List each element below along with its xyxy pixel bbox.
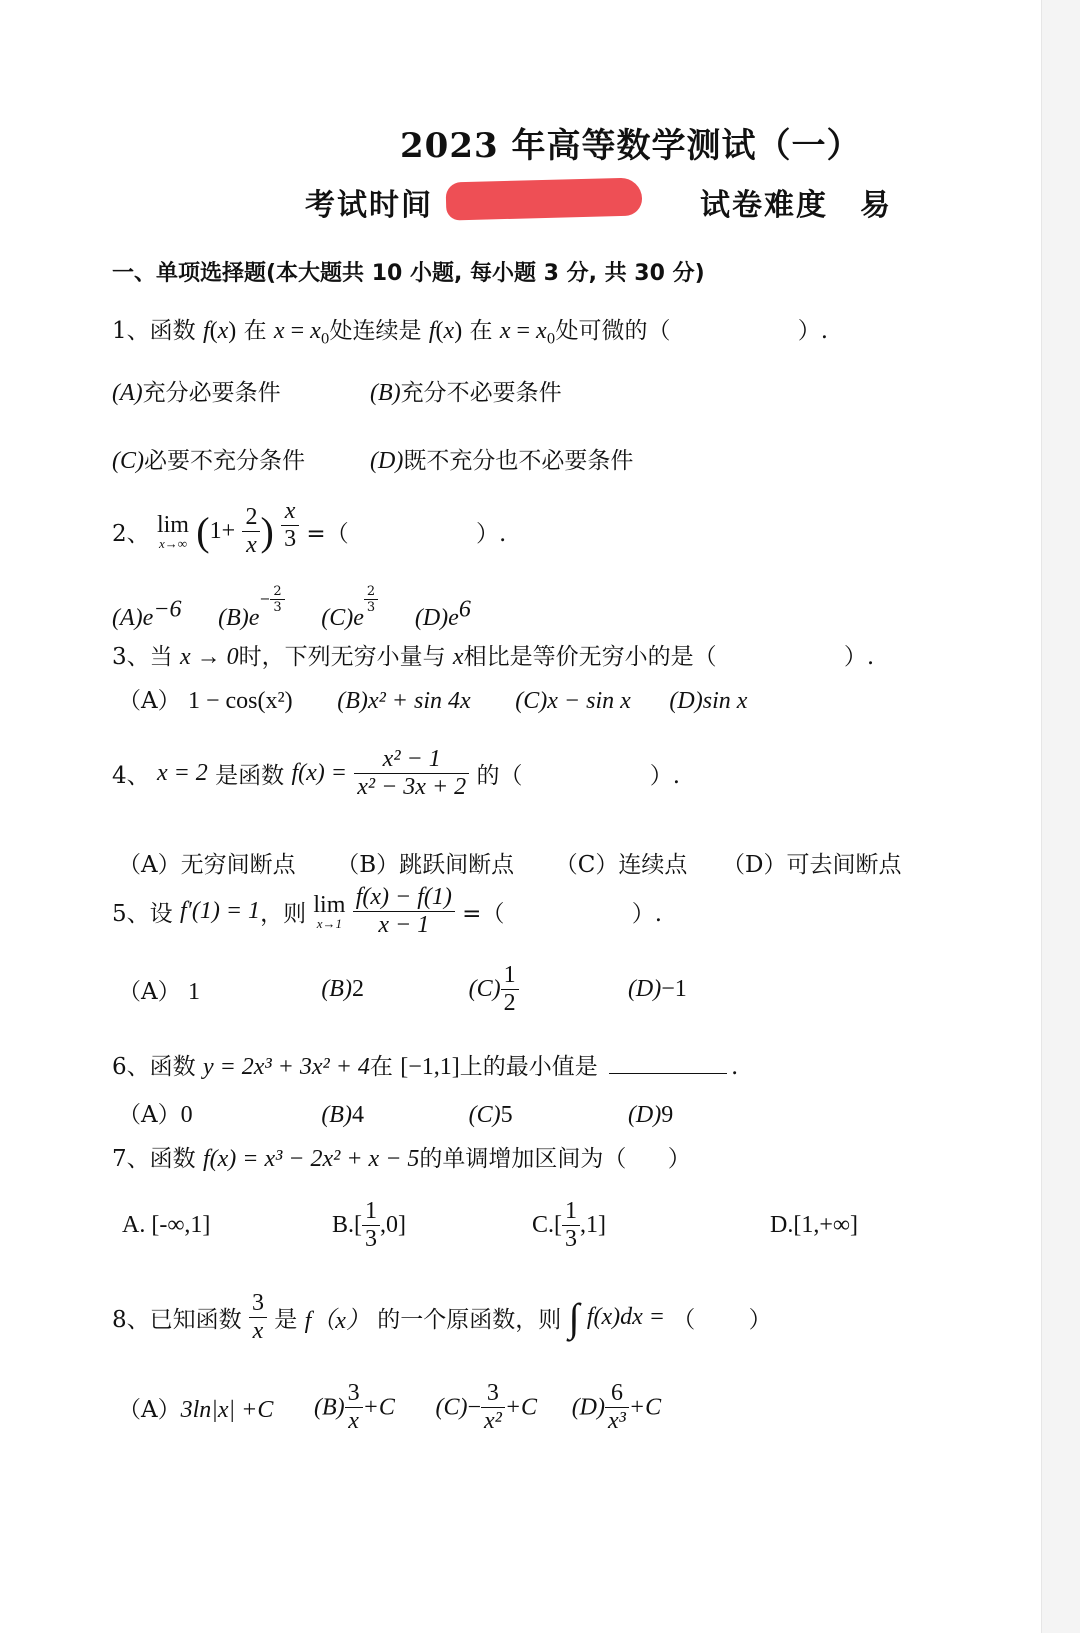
difficulty-label: 试卷难度 (700, 188, 828, 223)
question-7: 7、函数 f(x) = x³ − 2x² + x − 5的单调增加区间为（ ） (112, 1146, 691, 1172)
page-title: 2023 年高等数学测试（一） (400, 126, 862, 166)
q8-option-b[interactable]: (B) $\frac{3}{x}$ +C (313, 1380, 395, 1434)
q4-options (118, 846, 901, 879)
page-edge (1041, 0, 1080, 1633)
q7-option-c[interactable]: C.[ $\frac{1}{3}$ ,1] (532, 1198, 606, 1252)
q6-option-b[interactable]: (B)4 (321, 1102, 364, 1128)
q2-fraction: $\frac{2}{x}$ (242, 504, 260, 559)
question-5: 5、设 f′(1) = 1，则 lim x→1 $\frac{f(x) - f(1)}{x - 1}$ =（ ）. (112, 884, 663, 938)
question-4: 4、 x = 2 是函数 f(x) = $\frac{\text{x² − 1}}{\text{x² − 3x + 2}}$ 的（ ）. (112, 746, 681, 800)
q8-option-c[interactable]: (C)− $\frac{3}{\text{x²}}$ +C (435, 1380, 538, 1434)
q4-fraction: $\frac{\text{x² − 1}}{\text{x² − 3x + 2}}$ (354, 746, 469, 801)
q6-option-c[interactable]: (C)5 (468, 1102, 513, 1128)
question-2: 2、 lim x→∞ (1+ $\frac{2}{x}$ ) $\frac{x}{3}$ =（ ）. (112, 498, 507, 558)
section-heading: 一、单项选择题(本大题共 10 小题, 每小题 3 分, 共 30 分) (112, 261, 705, 286)
q8-fraction: $\frac{3}{x}$ (249, 1290, 267, 1345)
q5-option-a[interactable]: （A） 1 (118, 979, 200, 1005)
q4-option-d[interactable]: （D）可去间断点 (722, 852, 902, 878)
q8-options (118, 1380, 661, 1435)
q2-exponent: $\frac{x}{3}$ (281, 498, 299, 553)
q7-options (122, 1198, 858, 1253)
q8-option-a[interactable]: （A）3ln|x| +C (118, 1397, 274, 1423)
q3-option-a[interactable]: （A） 1 − cos(x²) (118, 688, 293, 714)
question-1: 1、函数 f(x) 在 $x = x_0$处连续是 f(x) 在 $x = x_0$处可微的（ ）. (112, 318, 829, 348)
q2-options (112, 584, 471, 632)
q6-options (118, 1096, 673, 1129)
q2-option-c[interactable]: (C)e $\frac{2}{3}$ (321, 605, 378, 631)
q3-option-b[interactable]: (B)x² + sin 4x (337, 688, 471, 714)
q3-option-c[interactable]: (C)x − sin x (515, 688, 631, 714)
q6-option-a[interactable]: （A）0 (118, 1102, 193, 1128)
q5-option-b[interactable]: (B)2 (321, 976, 364, 1002)
q1-option-c[interactable]: (C)必要不充分条件 (112, 448, 305, 474)
difficulty-value: 易 (860, 188, 892, 223)
q1-option-b[interactable]: (B)充分不必要条件 (370, 380, 562, 406)
q8-option-d[interactable]: (D) $\frac{6}{\text{x³}}$ +C (571, 1380, 662, 1434)
question-8: 8、已知函数 $\frac{3}{x}$ 是 f（x） 的一个原函数，则 ∫ f(x)dx = （ ） (112, 1290, 772, 1344)
q6-option-d[interactable]: (D)9 (627, 1102, 674, 1128)
q2-option-b[interactable]: (B)e− $\frac{2}{3}$ (218, 605, 285, 631)
exam-time-label: 考试时间 (305, 188, 433, 223)
q6-answer-blank[interactable] (609, 1073, 727, 1074)
q5-option-d[interactable]: (D)−1 (627, 976, 687, 1002)
redaction-mark (446, 177, 643, 220)
q4-option-b[interactable]: （B）跳跃间断点 (336, 852, 515, 878)
q2-option-a[interactable]: $(A)e^{-6}$ (112, 596, 182, 631)
q5-option-c[interactable]: (C) $\frac{1}{2}$ (469, 962, 621, 1017)
q2-option-d[interactable]: $(D)e^6$ (414, 596, 471, 631)
question-3: 3、当 x → 0时，下列无穷小量与 x相比是等价无穷小的是（ ）. (112, 644, 875, 670)
q3-options (118, 682, 747, 715)
question-6: 6、函数 y = 2x³ + 3x² + 4在 [−1,1]上的最小值是 . (112, 1054, 739, 1080)
q7-option-d[interactable]: D.[1,+∞] (770, 1212, 858, 1238)
q1-option-a[interactable]: (A)充分必要条件 (112, 380, 281, 406)
q7-option-a[interactable]: A. [-∞,1] (122, 1212, 211, 1238)
q3-option-d[interactable]: (D)sin x (669, 688, 748, 714)
q4-option-c[interactable]: （C）连续点 (554, 852, 688, 878)
q7-option-b[interactable]: B.[ $\frac{1}{3}$ ,0] (332, 1198, 406, 1252)
q5-options (118, 962, 687, 1017)
q1-option-d[interactable]: (D)既不充分也不必要条件 (370, 448, 634, 474)
q5-fraction: $\frac{f(x) - f(1)}{x - 1}$ (353, 884, 455, 939)
q4-option-a[interactable]: （A）无穷间断点 (118, 852, 296, 878)
